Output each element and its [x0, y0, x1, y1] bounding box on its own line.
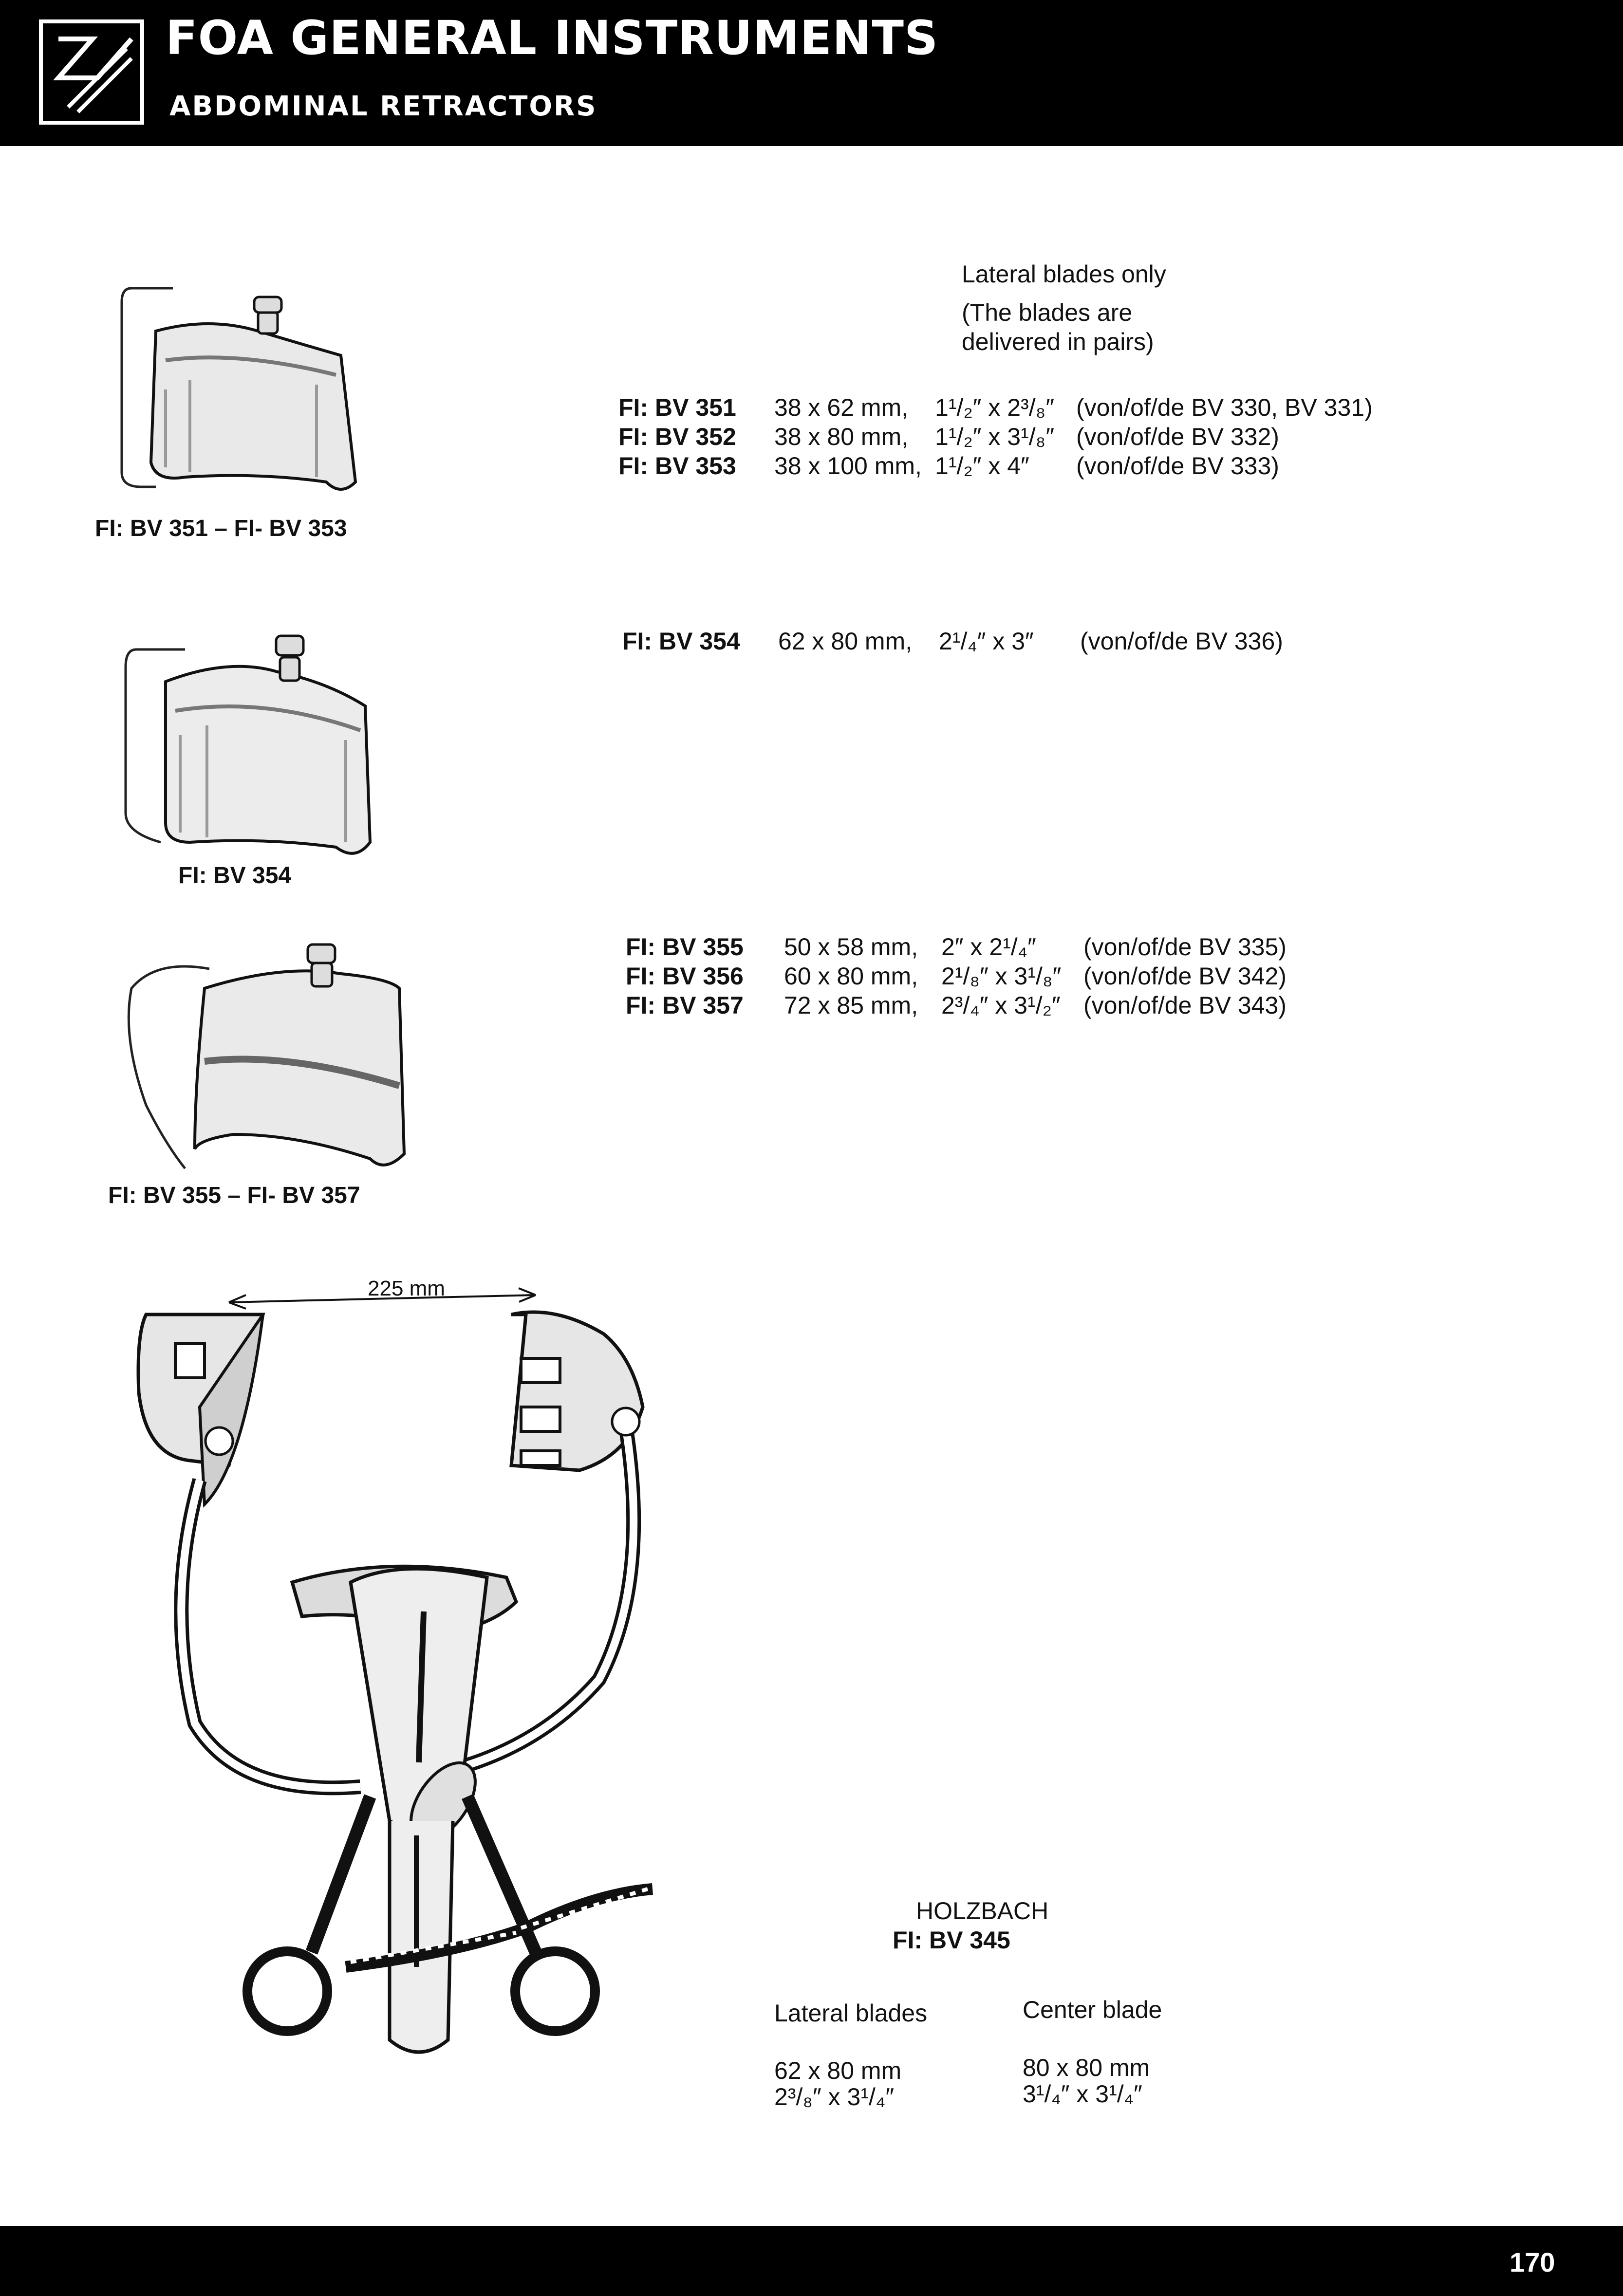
- lateral-blade-illustration: [117, 628, 390, 871]
- product-code: FI: BV 354: [622, 628, 740, 655]
- cross-reference: (von/of/de BV 335): [1083, 933, 1287, 961]
- dimension-label: 225 mm: [368, 1277, 445, 1300]
- section-title: ABDOMINAL RETRACTORS: [169, 91, 597, 122]
- cross-reference: (von/of/de BV 343): [1083, 992, 1287, 1019]
- footer-bar: [0, 2226, 1623, 2296]
- cross-reference: (von/of/de BV 336): [1080, 628, 1283, 655]
- center-blade-header: Center blade: [1023, 1996, 1162, 2023]
- cross-reference: (von/of/de BV 330, BV 331): [1076, 394, 1373, 421]
- lateral-size-metric: 62 x 80 mm: [774, 2057, 902, 2084]
- size-imperial: 2¹/₄″ x 3″: [939, 628, 1034, 655]
- lateral-blade-illustration: [112, 278, 375, 501]
- size-imperial: 1¹/₂″ x 3¹/₈″: [935, 423, 1055, 450]
- cross-reference: (von/of/de BV 332): [1076, 423, 1279, 450]
- size-imperial: 2¹/₈″ x 3¹/₈″: [941, 963, 1062, 990]
- lateral-size-imperial: 2³/₈″ x 3¹/₄″: [774, 2083, 895, 2111]
- illustration-caption: FI: BV 351 – FI- BV 353: [95, 516, 347, 541]
- product-code: FI: BV 351: [618, 394, 736, 421]
- product-code: FI: BV 353: [618, 452, 736, 480]
- instrument-name: HOLZBACH: [916, 1897, 1049, 1925]
- brand-title: FOA GENERAL INSTRUMENTS: [166, 11, 939, 65]
- cross-reference: (von/of/de BV 342): [1083, 963, 1287, 990]
- illustration-caption: FI: BV 355 – FI- BV 357: [108, 1183, 360, 1208]
- size-metric: 38 x 100 mm,: [774, 452, 922, 480]
- size-metric: 72 x 85 mm,: [784, 992, 918, 1019]
- center-size-imperial: 3¹/₄″ x 3¹/₄″: [1023, 2080, 1142, 2108]
- product-code: FI: BV 356: [626, 963, 744, 990]
- product-code: FI: BV 357: [626, 992, 744, 1019]
- size-metric: 50 x 58 mm,: [784, 933, 918, 961]
- size-metric: 38 x 80 mm,: [774, 423, 909, 450]
- size-imperial: 1¹/₂″ x 4″: [935, 452, 1029, 480]
- product-code: FI: BV 355: [626, 933, 744, 961]
- note-line-1: Lateral blades only: [962, 260, 1166, 288]
- illustration-caption: FI: BV 354: [178, 863, 292, 889]
- product-code: FI: BV 345: [893, 1926, 1010, 1954]
- size-metric: 38 x 62 mm,: [774, 394, 909, 421]
- size-imperial: 1¹/₂″ x 2³/₈″: [935, 394, 1055, 421]
- lateral-blade-illustration: [127, 940, 414, 1183]
- page-number: 170: [1510, 2247, 1555, 2277]
- lateral-blades-header: Lateral blades: [774, 2000, 928, 2027]
- cross-reference: (von/of/de BV 333): [1076, 452, 1279, 480]
- size-imperial: 2³/₄″ x 3¹/₂″: [941, 992, 1061, 1019]
- size-imperial: 2″ x 2¹/₄″: [941, 933, 1036, 961]
- center-size-metric: 80 x 80 mm: [1023, 2054, 1150, 2081]
- product-code: FI: BV 352: [618, 423, 736, 450]
- size-metric: 62 x 80 mm,: [778, 628, 913, 655]
- fs-logo-icon: [39, 19, 144, 125]
- note-line-3: delivered in pairs): [962, 328, 1154, 355]
- holzbach-retractor-illustration: [117, 1261, 677, 2132]
- note-line-2: (The blades are: [962, 299, 1133, 326]
- size-metric: 60 x 80 mm,: [784, 963, 918, 990]
